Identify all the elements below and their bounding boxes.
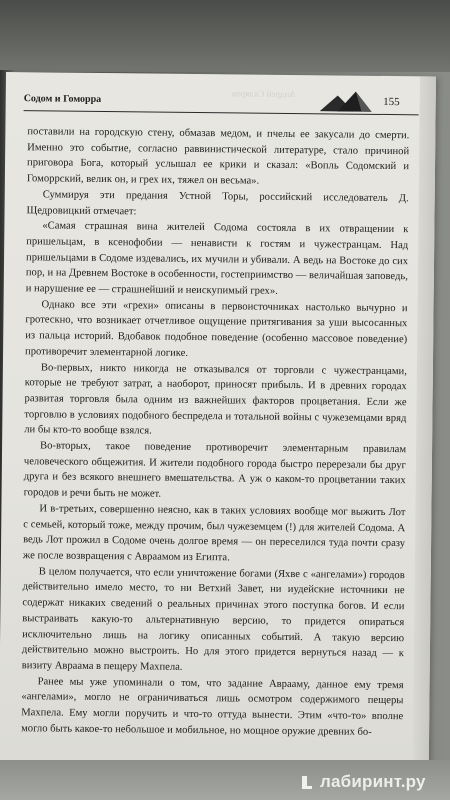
labirint-logo-icon xyxy=(300,773,314,791)
paragraph: Ранее мы уже упоминали о том, что задание Аврааму, данное ему тремя «ангелами», могло не ограничиваться лишь осмотром содержимого пещеры Махпела. Ему могли поручить и что-то оттуда вынести. Этим «что-то» вполне могло быть какое-то небольшое и мобильное, но мощное оружие древних бо- xyxy=(21,675,404,738)
page-number: 155 xyxy=(383,95,400,109)
quote-paragraph: «Самая страшная вина жителей Содома состояла в их отвращении к пришельцам, в ксенофобии — ненависти к гостям и чужестранцам. Над пришельцами в Содоме издевались, их мучили и убивали. А ведь на Востоке до сих пор, и на Древнем Востоке в особенности, гостеприимство — величайшая заповедь, и нарушение ее — страшнейший и неискупимый грех». xyxy=(25,220,409,297)
background-top xyxy=(0,0,450,72)
paragraph: Во-первых, никто никогда не отказывался от торговли с чужестранцами, которые не требуют затрат, а наоборот, приносят прибыль. И в древних городах развитая торговля была одним из важнейших факторов процветания. Если же торговлю в условиях подобного беспредела и тотальной войны с чужеземцами вряд ли бы кто-то вообще взялся. xyxy=(24,361,407,437)
paragraph: Однако все эти «грехи» описаны в первоисточниках настолько вычурно и гротескно, что возникает отчетливое ощущение притягивания за уши высосанных из пальца историй. Вдобавок подобное поведение (особенно массовое поведение) противоречит элементарной логике. xyxy=(25,299,408,359)
watermark xyxy=(320,772,426,792)
paragraph: Суммируя эти предания Устной Торы, российский исследователь Д. Щедровицкий отмечает: xyxy=(26,189,409,217)
paragraph: Во-вторых, такое поведение противоречит элементарным правилам человеческого общежития. И жители подобного города быстро перерезали бы друг друга и без всякого внешнего вмешательства. А уж о каком-то процветании таких городов и речи быть не может. xyxy=(23,440,407,500)
page-header xyxy=(18,90,418,116)
body-text xyxy=(21,124,409,740)
paragraph: И в-третьих, совершенно неясно, как в таких условиях вообще мог выжить Лот с семьей, который тоже, между прочим, был чужеземцем (!) для жителей Содома. А ведь Лот прожил в Содоме очень долгое время — он переселился туда почти сразу же после возвращения с Авраамом из Египта. xyxy=(22,503,406,564)
page-edge xyxy=(413,76,436,766)
running-head: Содом и Гоморра xyxy=(23,93,102,105)
pyramid-icon xyxy=(318,91,372,112)
bleed-through-text: Андрей Скляров xyxy=(232,88,296,100)
paragraph: поставили на городскую стену, обмазав медом, и пчелы ее закусали до смерти. Именно это событие, согласно раввинистической литературе, стало причиной приговора Бога, который услышал ее крики и сказал: «Вопль Содомский и Гоморрский, велик он, и грех их, тяжел он весьма». xyxy=(26,126,410,187)
book-page xyxy=(0,72,436,766)
paragraph: В целом получается, что если уничтожение богами (Яхве с «ангелами») городов действительно имело место, то ни Ветхий Завет, ни иудейские источники не содержат никаких сведений о реальных причинах этого поступка богов. И если выстраивать какую-то альтернативную версию, то придется опираться исключительно лишь на логику описанных событий. А такую версию действительно можно выстроить. Но для этого придется вернуться назад — к визиту Авраама в пещеру Махпела. xyxy=(21,566,405,673)
watermark-text: лабиринт.ру xyxy=(320,772,426,791)
